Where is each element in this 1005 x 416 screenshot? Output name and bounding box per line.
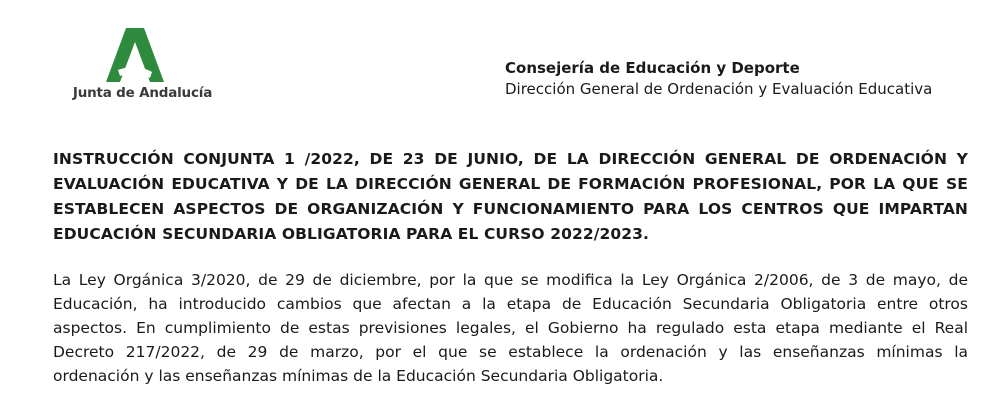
body-paragraph — [53, 268, 968, 388]
title-line: EVALUACIÓN EDUCATIVA Y DE LA DIRECCIÓN GENERAL DE FORMACIÓN PROFESIONAL, POR LA QUE SE — [53, 175, 968, 193]
title-line: INSTRUCCIÓN CONJUNTA 1 /2022, DE 23 DE JUNIO, DE LA DIRECCIÓN GENERAL DE ORDENACIÓN Y — [53, 150, 968, 168]
directorate-name: Dirección General de Ordenación y Evaluación Educativa — [505, 80, 933, 98]
junta-andalucia-logo-icon — [104, 26, 166, 84]
paragraph-line: Decreto 217/2022, de 29 de marzo, por el que se establece la ordenación y las enseñanzas mínimas la — [53, 343, 968, 361]
document-title — [53, 147, 968, 247]
paragraph-line: La Ley Orgánica 3/2020, de 29 de diciembre, por la que se modifica la Ley Orgánica 2/2006, de 3 de mayo, de — [53, 271, 968, 289]
title-line: EDUCACIÓN SECUNDARIA OBLIGATORIA PARA EL CURSO 2022/2023. — [53, 225, 650, 243]
title-line: ESTABLECEN ASPECTOS DE ORGANIZACIÓN Y FUNCIONAMIENTO PARA LOS CENTROS QUE IMPARTAN — [53, 200, 968, 218]
paragraph-line: ordenación y las enseñanzas mínimas de la Educación Secundaria Obligatoria. — [53, 367, 664, 385]
logo-text: Junta de Andalucía — [72, 85, 213, 101]
paragraph-line: Educación, ha introducido cambios que afectan a la etapa de Educación Secundaria Obligatoria entre otros — [53, 295, 968, 313]
junta-andalucia-logo — [70, 22, 215, 110]
paragraph-line: aspectos. En cumplimiento de estas previsiones legales, el Gobierno ha regulado esta etapa mediante el Real — [53, 319, 968, 337]
header-department-block — [505, 58, 932, 100]
department-name: Consejería de Educación y Deporte — [505, 59, 800, 77]
